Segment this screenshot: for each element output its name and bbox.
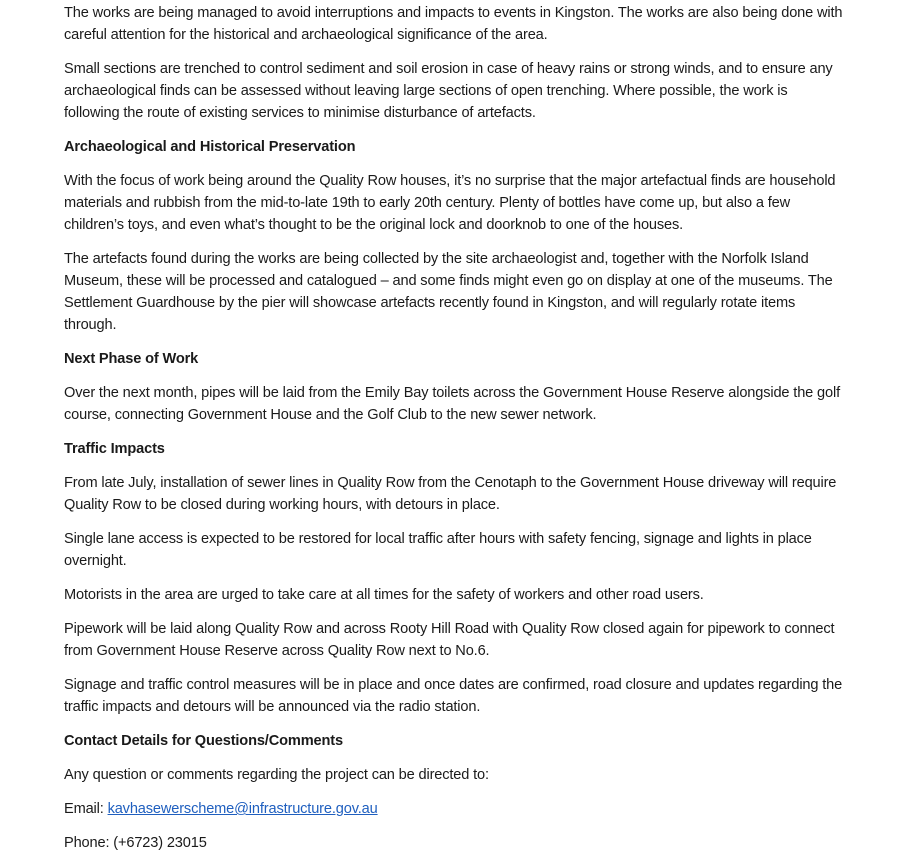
body-paragraph: From late July, installation of sewer lines in Quality Row from the Cenotaph to the Government House driveway will require Quality Row to be closed during working hours, with detours in place. [64, 475, 837, 513]
section-heading-next-phase: Next Phase of Work [64, 351, 199, 367]
document-body [64, 2, 844, 866]
body-paragraph: The artefacts found during the works are being collected by the site archaeologist and, together with the Norfolk Island Museum, these will be processed and catalogued – and some finds might even go on display at one of the museums. The Settlement Guardhouse by the pier will showcase artefacts recently found in Kingston, and will regularly rotate items through. [64, 251, 833, 333]
body-paragraph: Pipework will be laid along Quality Row and across Rooty Hill Road with Quality Row closed again for pipework to connect from Government House Reserve across Quality Row next to No.6. [64, 621, 835, 659]
section-heading-contact: Contact Details for Questions/Comments [64, 733, 343, 749]
contact-phone-line [64, 832, 844, 854]
body-paragraph: With the focus of work being around the Quality Row houses, it’s no surprise that the major artefactual finds are household materials and rubbish from the mid-to-late 19th to early 20th century. Plenty of bottles have come up, but also a few children’s toys, and even what’s thought to be the original lock and doorknob to one of the houses. [64, 173, 836, 233]
phone-number: (+6723) 23015 [113, 835, 207, 851]
body-paragraph: Signage and traffic control measures will be in place and once dates are confirmed, road closure and updates regarding the traffic impacts and detours will be announced via the radio station. [64, 677, 843, 715]
email-link[interactable]: kavhasewerscheme@infrastructure.gov.au [107, 801, 378, 817]
email-label: Email: [64, 801, 108, 817]
section-heading-archaeological: Archaeological and Historical Preservation [64, 139, 356, 155]
body-paragraph: Motorists in the area are urged to take care at all times for the safety of workers and other road users. [64, 587, 704, 603]
body-paragraph: Over the next month, pipes will be laid from the Emily Bay toilets across the Government House Reserve alongside the golf course, connecting Government House and the Golf Club to the new sewer network. [64, 385, 840, 423]
contact-email-line [64, 798, 844, 820]
intro-paragraph: The works are being managed to avoid interruptions and impacts to events in Kingston. The works are also being done with careful attention for the historical and archaeological significance of the area. [64, 5, 843, 43]
phone-label: Phone: [64, 835, 114, 851]
contact-intro: Any question or comments regarding the project can be directed to: [64, 767, 489, 783]
section-heading-traffic-impacts: Traffic Impacts [64, 441, 165, 457]
intro-paragraph: Small sections are trenched to control sediment and soil erosion in case of heavy rains or strong winds, and to ensure any archaeological finds can be assessed without leaving large sections of open trenching. Where possible, the work is following the route of existing services to minimise disturbance of artefacts. [64, 61, 833, 121]
body-paragraph: Single lane access is expected to be restored for local traffic after hours with safety fencing, signage and lights in place overnight. [64, 531, 812, 569]
